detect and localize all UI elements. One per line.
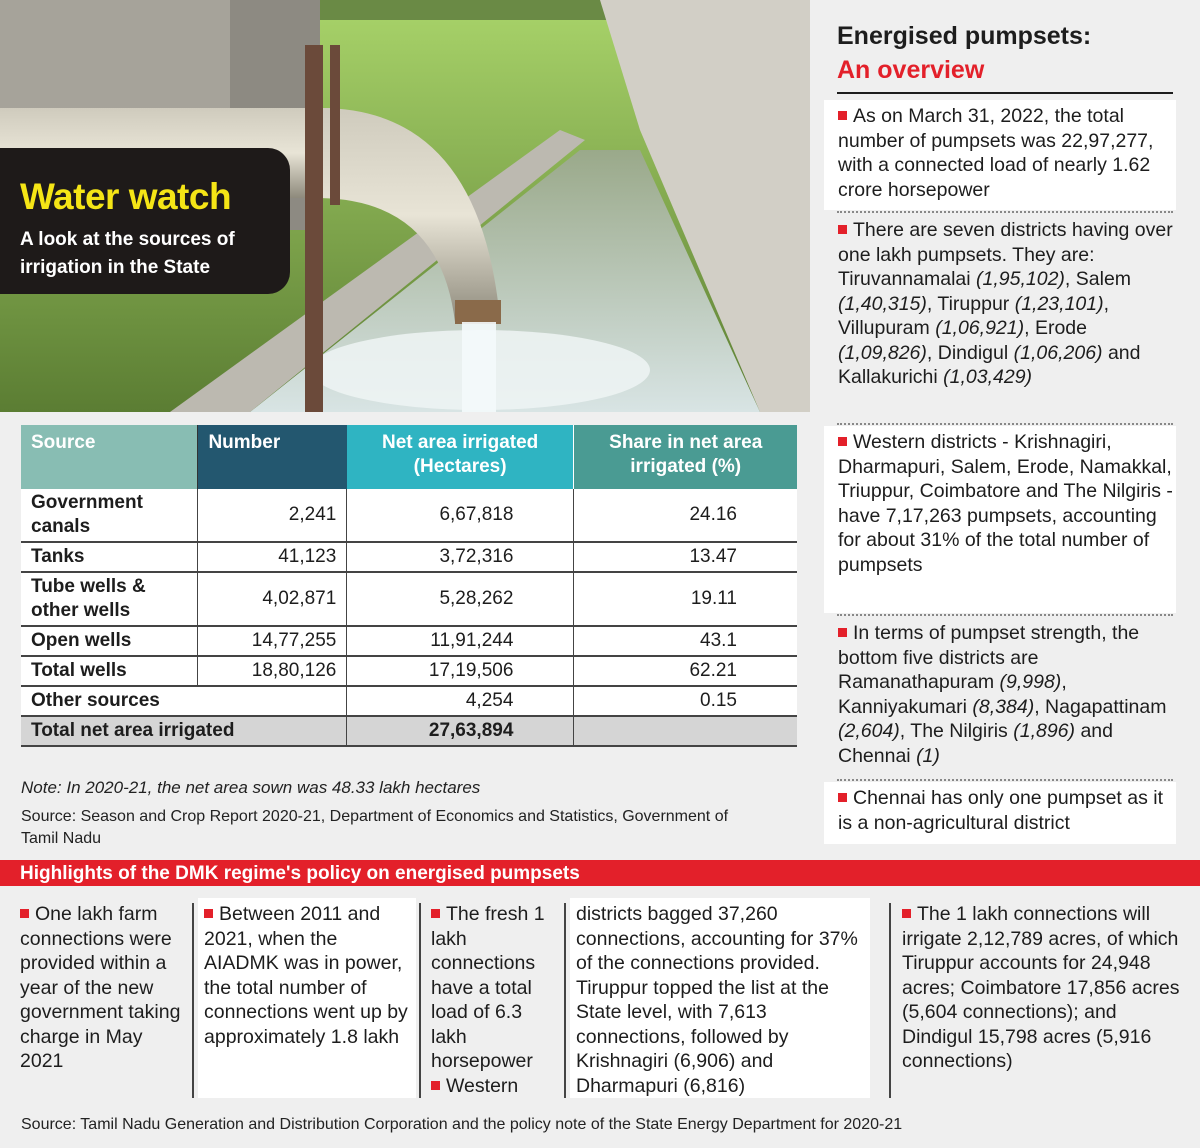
- district-name: Kallakurichi: [838, 366, 938, 388]
- red-square-bullet-icon: [838, 225, 847, 234]
- red-square-bullet-icon: [431, 1081, 440, 1090]
- bullet-text: There are seven districts having over one lakh pumpsets. They are:: [838, 219, 1173, 266]
- district-name: Tiruvannamalai: [838, 268, 971, 290]
- red-square-bullet-icon: [20, 909, 29, 918]
- area-cell: 6,67,818: [347, 489, 574, 542]
- column-header-share: Share in net area irrigated (%): [574, 425, 797, 489]
- source-cell: Government canals: [21, 489, 198, 542]
- share-cell: 24.16: [574, 489, 797, 542]
- district-count: (1,06,921): [935, 317, 1025, 339]
- district-name: Tiruppur: [937, 292, 1010, 315]
- number-cell: 18,80,126: [198, 656, 347, 686]
- highlight-column: [896, 898, 1196, 1080]
- source-cell: Other sources: [21, 686, 347, 716]
- share-cell: 43.1: [574, 626, 797, 656]
- total-share-empty: [574, 716, 797, 746]
- sidebar-subtitle: An overview: [837, 56, 985, 84]
- table-row: [21, 542, 797, 572]
- district-count: (1,03,429): [943, 366, 1033, 388]
- table-total-row: [21, 716, 797, 746]
- district-name: Villupuram: [838, 317, 930, 339]
- column-divider: [889, 903, 891, 1098]
- red-square-bullet-icon: [838, 437, 847, 446]
- source-cell: Open wells: [21, 626, 198, 656]
- district-name: Kanniyakumari: [838, 695, 967, 718]
- dotted-divider: [837, 614, 1173, 616]
- dotted-divider: [837, 423, 1173, 425]
- table-header-row: [21, 425, 797, 489]
- district-count: (9,998): [999, 671, 1062, 693]
- dotted-divider: [837, 779, 1173, 781]
- area-cell: 4,254: [347, 686, 574, 716]
- irrigation-sources-table: [21, 425, 797, 747]
- area-cell: 3,72,316: [347, 542, 574, 572]
- table-row: [21, 686, 797, 716]
- district-count: (1,23,101): [1014, 292, 1104, 315]
- page-subtitle: A look at the sources of irrigation in the State: [20, 229, 235, 278]
- highlight-column: [425, 898, 563, 1104]
- district-name: The Nilgiris: [910, 720, 1008, 742]
- column-header-source: Source: [21, 425, 198, 489]
- district-count: (8,384): [972, 695, 1035, 718]
- red-square-bullet-icon: [204, 909, 213, 918]
- highlight-text: Between 2011 and 2021, when the AIADMK was in power, the total number of connections went up by approximately 1.8 lakh: [204, 903, 408, 1048]
- highlight-text: The 1 lakh connections will irrigate 2,12,789 acres, of which Tiruppur accounts for 24,948 acres; Coimbatore 17,856 acres (5,604 connections); and Dindigul 15,798 acres (5,916 connections): [902, 903, 1180, 1072]
- red-square-bullet-icon: [902, 909, 911, 918]
- district-name: Erode: [1034, 317, 1087, 339]
- district-name: Dindigul: [937, 341, 1009, 364]
- bullet-text: In terms of pumpset strength, the bottom five districts are: [838, 622, 1140, 669]
- red-square-bullet-icon: [431, 909, 440, 918]
- dotted-divider: [837, 211, 1173, 213]
- bullet-text: Western districts - Krishnagiri, Dharmapuri, Salem, Erode, Namakkal, Triuppur, Coimbatore and The Nilgiris - have 7,17,263 pumpsets, accounting for about 31% of the total number of pumpsets: [838, 431, 1173, 576]
- share-cell: 19.11: [574, 572, 797, 626]
- column-header-number: Number: [198, 425, 347, 489]
- page-title: Water watch: [20, 176, 232, 217]
- highlight-text: The fresh 1 lakh connections have a total load of 6.3 lakh horsepower: [431, 903, 545, 1072]
- table-row: [21, 626, 797, 656]
- number-cell: 41,123: [198, 542, 347, 572]
- share-cell: 0.15: [574, 686, 797, 716]
- footer-source: Source: Tamil Nadu Generation and Distribution Corporation and the policy note of the State Energy Department for 2020-21: [21, 1116, 903, 1133]
- share-cell: 62.21: [574, 656, 797, 686]
- district-count: (1,09,826): [838, 341, 927, 364]
- sidebar-title: Energised pumpsets:: [837, 22, 1092, 50]
- table-source: Source: Season and Crop Report 2020-21, Department of Economics and Statistics, Government of Tamil Nadu: [21, 808, 729, 847]
- district-name: Ramanathapuram: [838, 671, 995, 693]
- district-count: (1,95,102): [976, 268, 1065, 290]
- district-count: (1): [916, 744, 940, 767]
- source-cell: Tube wells & other wells: [21, 572, 198, 626]
- number-cell: 14,77,255: [198, 626, 347, 656]
- district-name: Nagapattinam: [1045, 695, 1167, 718]
- red-square-bullet-icon: [838, 628, 847, 637]
- bullet-text: As on March 31, 2022, the total number of pumpsets was 22,97,277, with a connected load of nearly 1.62 crore horsepower: [838, 105, 1154, 201]
- divider: [837, 92, 1173, 94]
- highlight-column: [570, 898, 870, 1098]
- area-cell: 5,28,262: [347, 572, 574, 626]
- total-label: Total net area irrigated: [21, 716, 347, 746]
- district-count: (1,40,315): [838, 292, 927, 315]
- district-count: (1,896): [1013, 720, 1076, 742]
- source-cell: Total wells: [21, 656, 198, 686]
- column-header-net-area: Net area irrigated (Hectares): [347, 425, 574, 489]
- table-row: [21, 572, 797, 626]
- red-square-bullet-icon: [838, 793, 847, 802]
- area-cell: 17,19,506: [347, 656, 574, 686]
- district-name: Chennai: [838, 744, 911, 767]
- title-card: [0, 148, 290, 294]
- bullet-text: Chennai has only one pumpset as it is a non-agricultural district: [838, 787, 1164, 834]
- share-cell: 13.47: [574, 542, 797, 572]
- column-divider: [419, 903, 421, 1098]
- overview-bullet: In terms of pumpset strength, the bottom five districts are Ramanathapuram (9,998), Kanniyakumari (8,384), Nagapattinam (2,604), The Nilgiris (1,896) and Chennai (1): [824, 617, 1176, 777]
- table-row: [21, 656, 797, 686]
- highlights-title: Highlights of the DMK regime's policy on energised pumpsets: [20, 863, 580, 884]
- table-row: [21, 489, 797, 542]
- district-count: (2,604): [838, 720, 900, 742]
- column-divider: [192, 903, 194, 1098]
- column-divider: [564, 903, 566, 1098]
- highlight-text: districts bagged 37,260 connections, accounting for 37% of the connections provided. Tiruppur topped the list at the State level, with 7,613 connections, followed by Krishnagiri (6,906) and Dharmapuri (6,816): [576, 903, 858, 1097]
- highlight-column: [198, 898, 416, 1098]
- area-cell: 11,91,244: [347, 626, 574, 656]
- number-cell: 4,02,871: [198, 572, 347, 626]
- district-count: (1,06,206): [1013, 341, 1103, 364]
- highlight-text: One lakh farm connections were provided within a year of the new government taking charge in May 2021: [20, 903, 181, 1072]
- overview-bullet: There are seven districts having over one lakh pumpsets. They are: Tiruvannamalai (1,95,102), Salem (1,40,315), Tiruppur (1,23,101), Villupuram (1,06,921), Erode (1,09,826), Dindigul (1,06,206) and Kallakurichi (1,03,429): [824, 214, 1176, 420]
- overview-bullet: [824, 100, 1176, 210]
- table-note: Note: In 2020-21, the net area sown was 48.33 lakh hectares: [21, 778, 481, 797]
- overview-bullet: [824, 426, 1176, 613]
- highlight-column: [14, 898, 192, 1080]
- number-cell: 2,241: [198, 489, 347, 542]
- highlight-text: Western: [446, 1074, 519, 1097]
- district-name: Salem: [1075, 268, 1132, 290]
- source-cell: Tanks: [21, 542, 198, 572]
- highlights-banner: [0, 860, 1200, 886]
- red-square-bullet-icon: [838, 111, 847, 120]
- overview-bullet: [824, 782, 1176, 844]
- total-area: 27,63,894: [347, 716, 574, 746]
